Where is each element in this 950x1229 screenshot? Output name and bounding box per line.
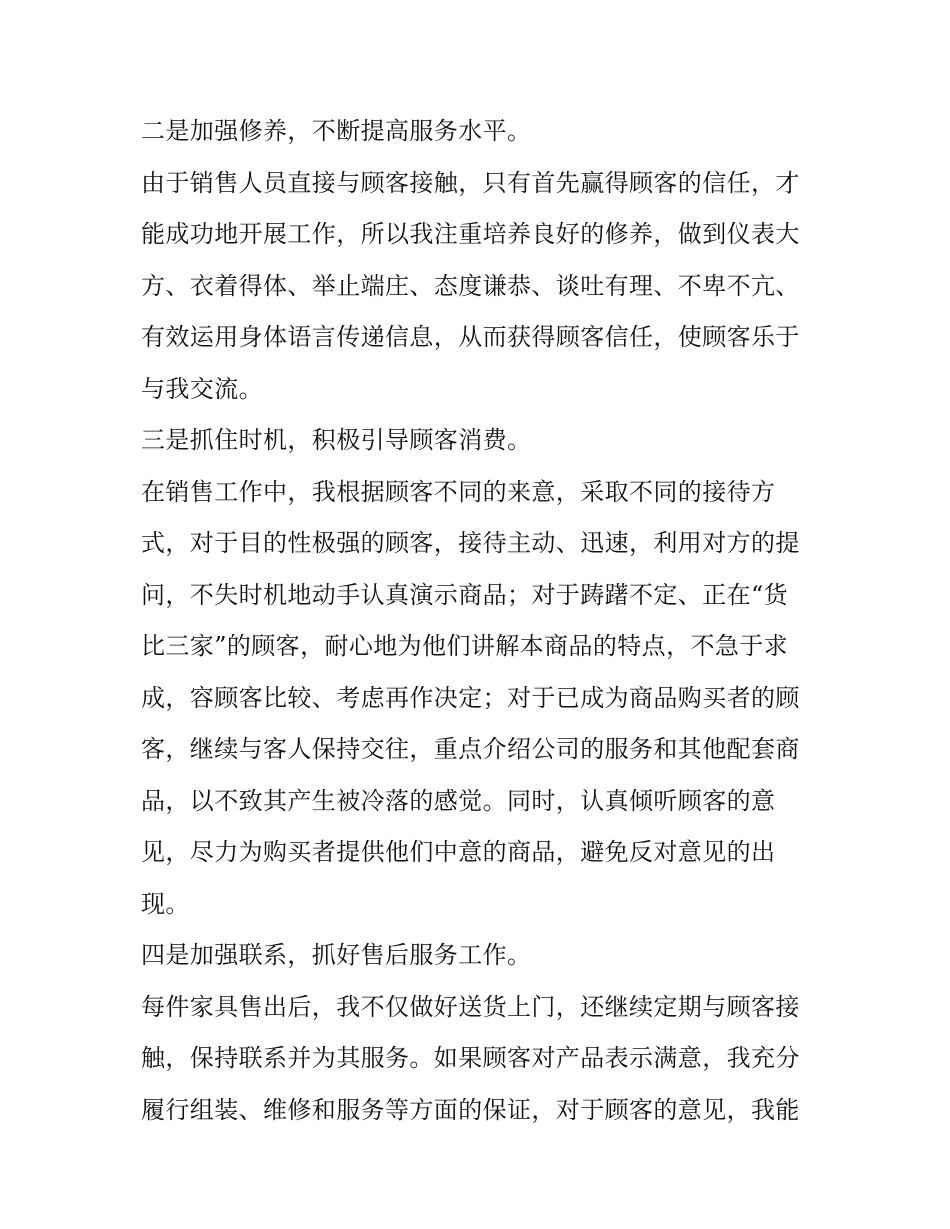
text-line: 问，不失时机地动手认真演示商品；对于踌躇不定、正在“货 xyxy=(141,580,789,609)
text-line: 客，继续与客人保持交往，重点介绍公司的服务和其他配套商 xyxy=(141,735,800,763)
text-line: 触，保持联系并为其服务。如果顾客对产品表示满意，我充分 xyxy=(141,1044,800,1072)
text-line: 每件家具售出后，我不仅做好送货上门，还继续定期与顾客接 xyxy=(141,992,800,1021)
text-line: 见，尽力为购买者提供他们中意的商品，避免反对意见的出 xyxy=(141,838,776,866)
text-line: 式，对于目的性极强的顾客，接待主动、迅速，利用对方的提 xyxy=(141,529,800,557)
text-line: 四是加强联系，抓好售后服务工作。 xyxy=(141,941,532,969)
text-line: 能成功地开展工作，所以我注重培养良好的修养，做到仪表大 xyxy=(141,220,800,248)
text-line: 方、衣着得体、举止端庄、态度谦恭、谈吐有理、不卑不亢、 xyxy=(141,271,800,300)
text-line: 二是加强修养，不断提高服务水平。 xyxy=(141,117,532,145)
text-line: 比三家”的顾客，耐心地为他们讲解本商品的特点，不急于求 xyxy=(141,632,789,660)
document-body xyxy=(141,106,821,1136)
text-line: 在销售工作中，我根据顾客不同的来意，采取不同的接待方 xyxy=(141,477,776,506)
text-line: 三是抓住时机，积极引导顾客消费。 xyxy=(141,426,532,454)
text-line: 由于销售人员直接与顾客接触，只有首先赢得顾客的信任，才 xyxy=(141,168,800,197)
text-line: 履行组装、维修和服务等方面的保证，对于顾客的意见，我能 xyxy=(141,1095,800,1124)
text-line: 品，以不致其产生被冷落的感觉。同时，认真倾听顾客的意 xyxy=(141,786,776,815)
text-line: 成，容顾客比较、考虑再作决定；对于已成为商品购买者的顾 xyxy=(141,683,800,712)
text-line: 现。 xyxy=(141,889,190,918)
text-line: 有效运用身体语言传递信息，从而获得顾客信任，使顾客乐于 xyxy=(141,323,800,351)
text-line: 与我交流。 xyxy=(141,374,263,403)
